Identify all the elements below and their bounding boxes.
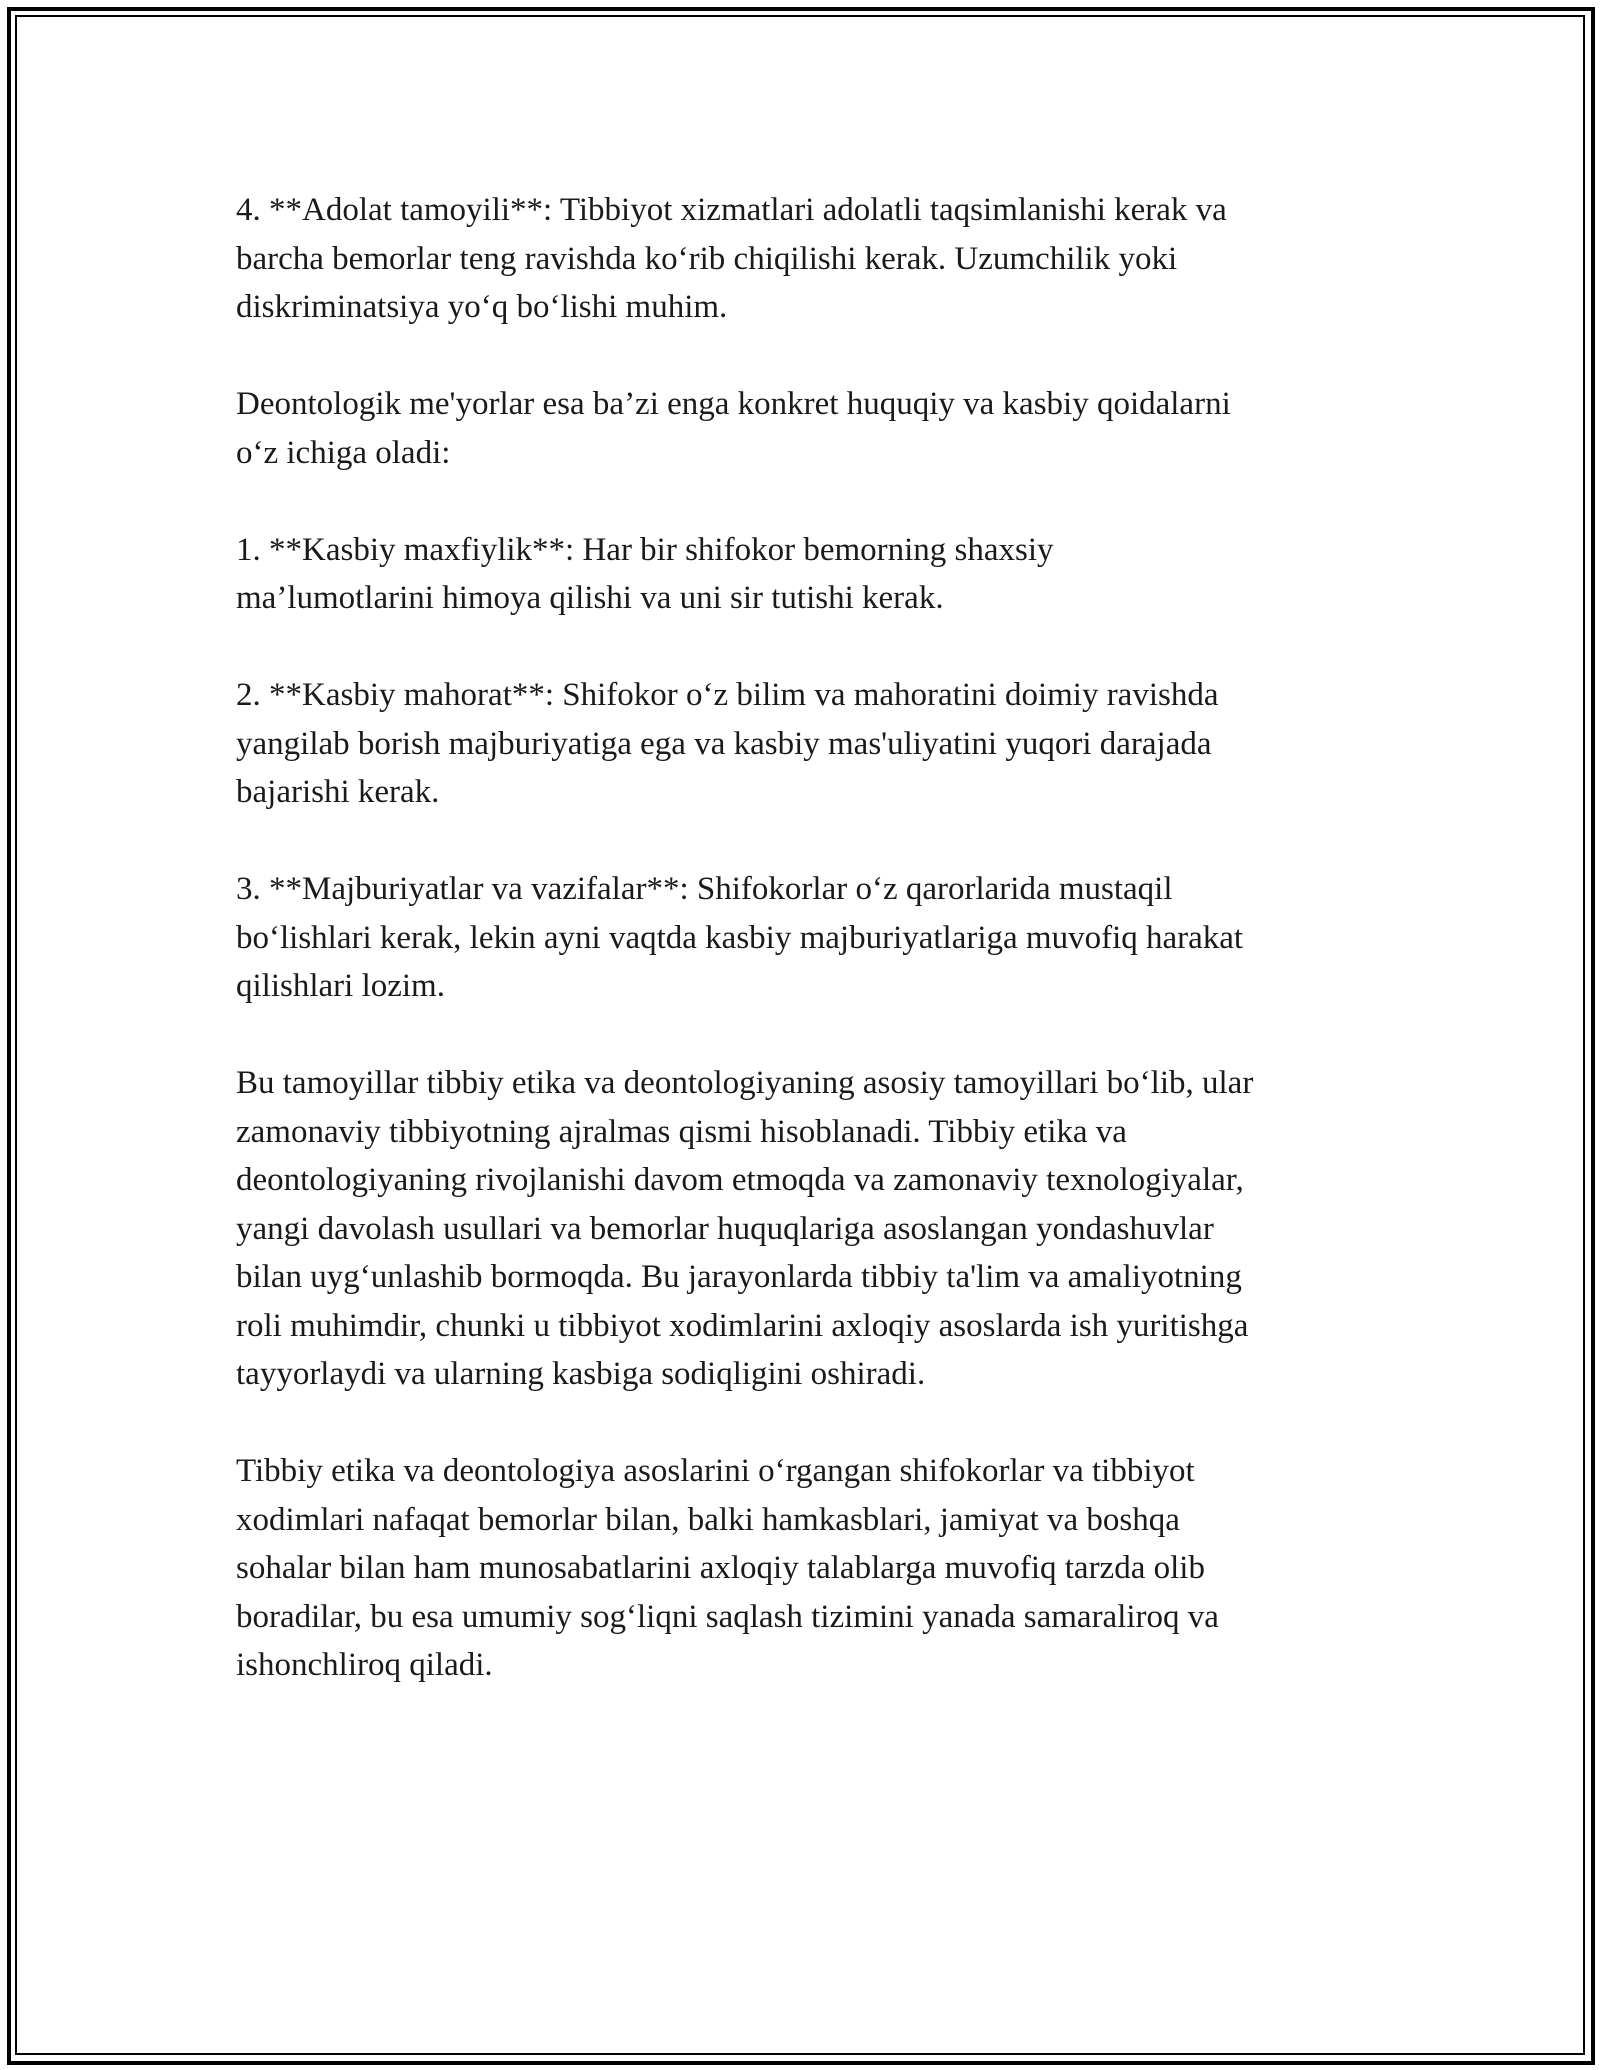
text-line: zamonaviy tibbiyotning ajralmas qismi hisoblanadi. Tibbiy etika va bbox=[236, 1113, 1127, 1150]
text-line: deontologiyaning rivojlanishi davom etmoqda va zamonaviy texnologiyalar, bbox=[236, 1162, 1244, 1198]
text-line: yangilab borish majburiyatiga ega va kasbiy mas'uliyatini yuqori darajada bbox=[236, 725, 1212, 762]
text-line: xodimlari nafaqat bemorlar bilan, balki hamkasblari, jamiyat va boshqa bbox=[236, 1501, 1180, 1538]
text-line: barcha bemorlar teng ravishda ko‘rib chiqilishi kerak. Uzumchilik yoki bbox=[236, 240, 1178, 277]
text-line: o‘z ichiga oladi: bbox=[236, 434, 451, 471]
text-line: 1. **Kasbiy maxfiylik**: Har bir shifokor bemorning shaxsiy bbox=[236, 531, 1054, 568]
paragraph-majburiyatlar bbox=[236, 865, 1376, 1011]
text-line: bo‘lishlari kerak, lekin ayni vaqtda kasbiy majburiyatlariga muvofiq harakat bbox=[236, 919, 1244, 956]
text-line: 3. **Majburiyatlar va vazifalar**: Shifokorlar o‘z qarorlarida mustaqil bbox=[236, 871, 1173, 907]
text-line: ishonchliroq qiladi. bbox=[236, 1647, 493, 1683]
paragraph-etika-asoslari bbox=[236, 1447, 1376, 1690]
text-line: tayyorlaydi va ularning kasbiga sodiqligini oshiradi. bbox=[236, 1356, 926, 1392]
paragraph-kasbiy-mahorat bbox=[236, 671, 1376, 817]
text-line: Bu tamoyillar tibbiy etika va deontologiyaning asosiy tamoyillari bo‘lib, ular bbox=[236, 1065, 1254, 1101]
text-line: Deontologik me'yorlar esa ba’zi enga konkret huquqiy va kasbiy qoidalarni bbox=[236, 386, 1231, 422]
text-line: qilishlari lozim. bbox=[236, 968, 445, 1004]
paragraph-tamoyillar-xulosa bbox=[236, 1059, 1376, 1399]
text-line: ma’lumotlarini himoya qilishi va uni sir tutishi kerak. bbox=[236, 580, 944, 616]
text-line: sohalar bilan ham munosabatlarini axloqiy talablarga muvofiq tarzda olib bbox=[236, 1550, 1205, 1586]
text-line: diskriminatsiya yo‘q bo‘lishi muhim. bbox=[236, 289, 728, 325]
paragraph-adolat-tamoyili bbox=[236, 186, 1376, 332]
text-line: bajarishi kerak. bbox=[236, 774, 440, 810]
text-line: 4. **Adolat tamoyili**: Tibbiyot xizmatlari adolatli taqsimlanishi kerak va bbox=[236, 192, 1227, 228]
paragraph-kasbiy-maxfiylik bbox=[236, 526, 1376, 623]
document-body bbox=[236, 186, 1376, 1738]
text-line: roli muhimdir, chunki u tibbiyot xodimlarini axloqiy asoslarda ish yuritishga bbox=[236, 1307, 1249, 1344]
text-line: bilan uyg‘unlashib bormoqda. Bu jarayonlarda tibbiy ta'lim va amaliyotning bbox=[236, 1259, 1242, 1295]
text-line: boradilar, bu esa umumiy sog‘liqni saqlash tizimini yanada samaraliroq va bbox=[236, 1598, 1219, 1635]
text-line: 2. **Kasbiy mahorat**: Shifokor o‘z bilim va mahoratini doimiy ravishda bbox=[236, 677, 1219, 713]
text-line: Tibbiy etika va deontologiya asoslarini o‘rgangan shifokorlar va tibbiyot bbox=[236, 1453, 1195, 1489]
paragraph-deontologik-meyorlar bbox=[236, 380, 1376, 477]
text-line: yangi davolash usullari va bemorlar huquqlariga asoslangan yondashuvlar bbox=[236, 1210, 1214, 1247]
